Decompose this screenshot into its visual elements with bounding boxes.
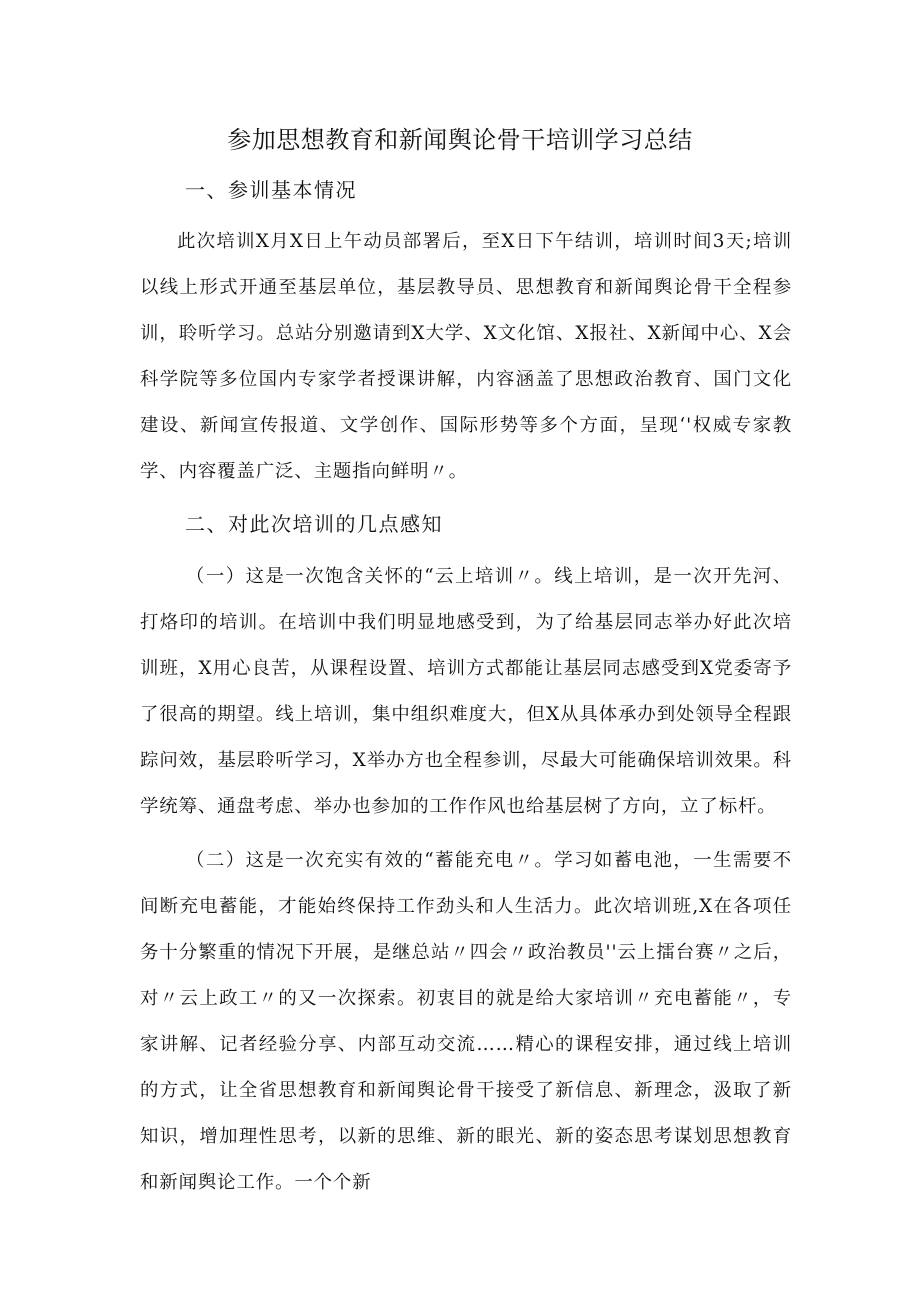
section-heading-impressions: 二、对此次培训的几点感知	[185, 512, 443, 536]
paragraph-impression-2: （二）这是一次充实有效的“蓄能充电〃。学习如蓄电池，一生需要不间断充电蓄能，才能始终保持工作劲头和人生活力。此次培训班,X在各项任务十分繁重的情况下开展，是继总站〃四会〃政治教员''云上擂台赛〃之后，对〃云上政工〃的又一次探索。初衷目的就是给大家培训〃充电蓄能〃，专家讲解、记者经验分享、内部互动交流……精心的课程安排，通过线上培训的方式，让全省思想教育和新闻舆论骨干接受了新信息、新理念，汲取了新知识，增加理性思考，以新的思维、新的眼光、新的姿态思考谋划思想教育和新闻舆论工作。一个个新	[140, 850, 792, 1193]
document-title: 参加思想教育和新闻舆论骨干培训学习总结	[227, 126, 693, 154]
paragraph-impression-1: （一）这是一次饱含关怀的“云上培训〃。线上培训，是一次开先河、打烙印的培训。在培训中我们明显地感受到，为了给基层同志举办好此次培训班，X用心良苦，从课程设置、培训方式都能让基层同志感受到X党委寄予了很高的期望。线上培训，集中组织难度大，但X从具体承办到处领导全程跟踪问效，基层聆听学习，X举办方也全程参训，尽最大可能确保培训效果。科学统筹、通盘考虑、举办也参加的工作作风也给基层树了方向，立了标杆。	[140, 566, 792, 817]
section-heading-basic-info: 一、参训基本情况	[185, 178, 357, 202]
paragraph-basic-info: 此次培训X月X日上午动员部署后，至X日下午结训，培训时间3天;培训以线上形式开通至基层单位，基层教导员、思想教育和新闻舆论骨干全程参训，聆听学习。总站分别邀请到X大学、X文化馆、X报社、X新闻中心、X会科学院等多位国内专家学者授课讲解，内容涵盖了思想政治教育、国门文化建设、新闻宣传报道、文学创作、国际形势等多个方面，呈现‘'权威专家教学、内容覆盖广泛、主题指向鲜明〃。	[140, 231, 792, 482]
